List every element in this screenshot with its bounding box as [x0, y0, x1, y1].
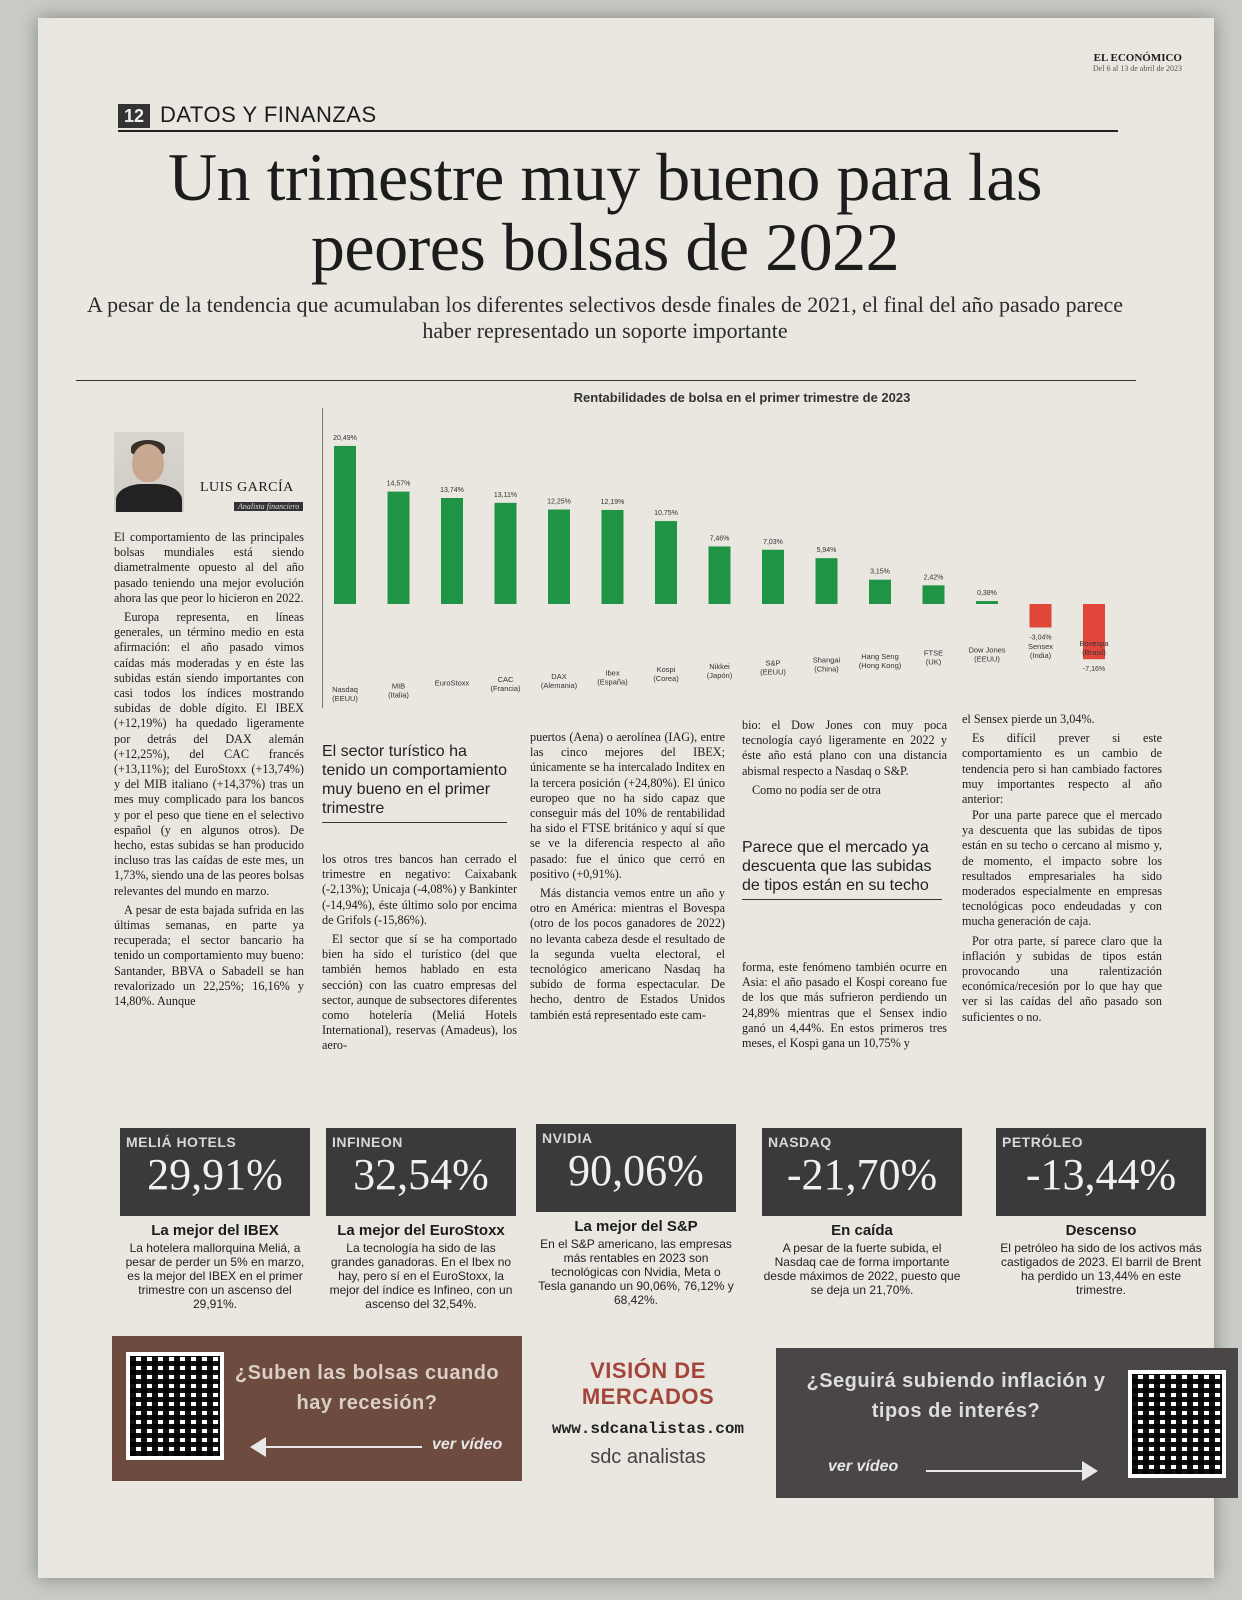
chart-category-label: Nikkei (Japón)	[706, 661, 733, 680]
chart-bar	[709, 546, 731, 604]
article-column-5	[962, 712, 1162, 811]
chart-category-label: EuroStoxx	[434, 678, 470, 688]
pullquote-rates: Parece que el mercado ya descuenta que las subidas de tipos están en su techo	[742, 838, 942, 900]
ad-question: ¿Suben las bolsas cuando hay recesión?	[234, 1362, 500, 1414]
stat-subtitle: La mejor del EuroStoxx	[337, 1222, 505, 1239]
author-photo	[114, 432, 184, 512]
page-number: 12	[118, 104, 150, 128]
chart-category-label: Ibex (España)	[597, 668, 628, 687]
article-paragraph: Como no podía ser de otra	[752, 782, 881, 797]
article-column-3	[530, 730, 725, 1027]
chart-bar	[923, 585, 945, 604]
stat-infineon	[326, 1128, 516, 1311]
article-paragraph: forma, este fenómeno también ocurre en Asia: el año pasado el Kospi coreano fue de los que más sufrieron perdiendo un 24,89% mientras que el Sensex indio ganó un 4,44%. En estos primeros tres meses, el Kospi gana un 10,75% y	[742, 960, 947, 1051]
chart-category-label: Bovespa (Brasil)	[1079, 638, 1109, 657]
article-column-5b	[962, 808, 1162, 1029]
chart-bar	[334, 446, 356, 604]
stat-description: La hotelera mallorquina Meliá, a pesar de perder un 5% en marzo, es la mejor del IBEX en el primer trimestre con un ascenso del 29,91%.	[125, 1241, 305, 1311]
article-column-4	[742, 718, 947, 802]
chart-value-label: 5,94%	[816, 547, 837, 555]
stat-petroleo	[996, 1128, 1206, 1297]
article-paragraph: Es difícil prever si este comportamiento es un cambio de tendencia pero si han cambiado factores muy importantes respecto al año anterior:	[962, 731, 1162, 807]
chart-value-label: 20,49%	[333, 434, 357, 442]
ad-inflation-video[interactable]	[776, 1348, 1238, 1498]
chart-value-label: 7,46%	[709, 535, 730, 543]
article-paragraph: Por otra parte, sí parece claro que la inflación y subidas de tipos están provocando una ralentización económica/recesión por lo que hay que ver si las caídas del año pasado son suficientes o no.	[962, 933, 1162, 1024]
section-name: DATOS Y FINANZAS	[160, 102, 377, 127]
chart-value-label: 13,74%	[440, 487, 464, 495]
qr-code-icon[interactable]	[126, 1352, 224, 1460]
chart-category-label: Sensex (India)	[1027, 642, 1054, 661]
chart-bar	[602, 510, 624, 604]
chart-category-label: DAX (Alemania)	[540, 671, 578, 690]
stat-box	[996, 1128, 1206, 1216]
stat-melia	[120, 1128, 310, 1311]
ad-recession-video[interactable]	[112, 1336, 522, 1481]
stat-box	[536, 1124, 736, 1212]
stat-description: El petróleo ha sido de los activos más castigados de 2023. El barril de Brent ha perdido un 13,44% en este trimestre.	[1000, 1241, 1202, 1297]
chart-bar	[816, 558, 838, 604]
subheadline: A pesar de la tendencia que acumulaban los diferentes selectivos desde finales de 2021, el final del año pasado parece haber representado un soporte importante	[86, 292, 1124, 343]
chart-bar	[1030, 604, 1052, 627]
chart-category-label: Nasdaq (EEUU)	[332, 685, 358, 703]
chart-value-label: 12,19%	[600, 498, 625, 506]
chart-title: Rentabilidades de bolsa en el primer trimestre de 2023	[573, 390, 911, 405]
stat-box	[120, 1128, 310, 1216]
stat-value: -21,70%	[786, 1150, 938, 1199]
watch-video-link[interactable]: ver vídeo	[432, 1436, 503, 1453]
stat-box	[762, 1128, 962, 1216]
stat-description: En el S&P americano, las empresas más rentables en 2023 son tecnológicas con Nvidia, Meta o Tesla ganando un 90,06%, 76,12% y 68,42%.	[538, 1237, 734, 1307]
chart-bar	[976, 601, 998, 604]
issue-date: Del 6 al 13 de abril de 2023	[1092, 64, 1182, 73]
chart-bar	[548, 510, 570, 605]
article-column-2	[322, 852, 517, 1058]
chart-value-label: 2,42%	[923, 574, 944, 582]
stat-nasdaq	[762, 1128, 962, 1297]
stat-subtitle: La mejor del IBEX	[151, 1222, 279, 1239]
chart-category-label: Kospi (Corea)	[653, 665, 679, 684]
stat-label: MELIÁ HOTELS	[126, 1134, 237, 1150]
divider	[76, 380, 1136, 381]
article-paragraph: bio: el Dow Jones con muy poca tecnología cayó ligeramente en 2022 y éste año está plano con una distancia abismal respecto a Nasdaq o S&P.	[742, 718, 947, 778]
article-paragraph: A pesar de esta bajada sufrida en las últimas semanas, en parte ya recuperada; el sector bancario ha tenido un comportamiento muy bueno: Santander, BBVA o Sabadell se han revalorizado un 22,25%; 16,16% y 14,80%. Aunque	[114, 902, 304, 1009]
arrow-left-icon	[252, 1446, 422, 1448]
chart-value-label: 7,03%	[763, 538, 783, 546]
article-column-4b	[742, 960, 947, 1055]
article-paragraph: Por una parte parece que el mercado ya descuenta que las subidas de tipos están en su techo o cercano al mismo y, de momento, el impacto sobre los resultados empresariales ha sido moderados especialmente en empresas tecnológicas poco endeudadas y con mucha generación de caja.	[962, 808, 1162, 929]
author-name: LUIS GARCÍA	[200, 480, 294, 495]
watch-video-link[interactable]: ver vídeo	[828, 1458, 899, 1475]
stat-value: 32,54%	[353, 1150, 489, 1199]
chart-bar	[762, 550, 784, 604]
headline: Un trimestre muy bueno para las peores bolsas de 2022	[168, 139, 1042, 285]
chart-value-label: -7,16%	[1082, 666, 1106, 674]
stat-box	[326, 1128, 516, 1216]
article-paragraph: El sector que sí se ha comportado bien ha sido el turístico (del que también hemos hablado en esta sección) con las cuatro empresas del sector, aunque de subsectores diferentes como hotelería (Meliá Hotels International), reservas (Amadeus), los aero-	[322, 932, 517, 1053]
ad-question: ¿Seguirá subiendo inflación y tipos de interés?	[806, 1370, 1106, 1422]
stat-value: -13,44%	[1025, 1150, 1177, 1199]
arrow-right-icon	[926, 1470, 1096, 1472]
stat-subtitle: Descenso	[1065, 1222, 1137, 1239]
stat-subtitle: La mejor del S&P	[574, 1218, 698, 1235]
chart-value-label: 14,57%	[386, 480, 411, 488]
chart-value-label: 13,11%	[493, 491, 518, 499]
article-paragraph: los otros tres bancos han cerrado el trimestre en negativo: Caixabank (-2,13%); Unicaja (-4,08%) y Bankinter (-14,94%), éste último solo por encima de Grifols (-15,86%).	[322, 852, 517, 927]
stat-value: 90,06%	[568, 1146, 704, 1195]
chart-category-label: S&P (EEUU)	[760, 658, 786, 677]
chart-value-label: 0,38%	[977, 590, 997, 598]
article-paragraph: puertos (Aena) o aerolínea (IAG), entre las cinco mejores del IBEX; únicamente se ha intercalado Inditex en la tercera posición (+24,80%). El único europeo que no ha sido capaz que conseguir más del 10% de rentabilidad ha sido el FTSE británico y aquí sí que se ve la diferencia respecto al año pasado: fue el único que cerró en positivo (+0,91%).	[530, 730, 725, 881]
chart-value-label: -3,04%	[1029, 634, 1052, 642]
chart-bar	[441, 498, 463, 604]
stat-label: NASDAQ	[768, 1134, 832, 1150]
ad-vision-mercados	[528, 1346, 768, 1486]
chart-bar	[655, 521, 677, 604]
stat-nvidia	[536, 1124, 736, 1307]
chart-category-label: MIB (Italia)	[388, 681, 409, 700]
stat-label: INFINEON	[332, 1134, 403, 1150]
returns-chart	[322, 384, 1152, 704]
article-paragraph: Europa representa, en líneas generales, un término medio en esta afirmación: el año pasado vimos caídas más moderadas y en éste las subidas están siendo importantes con casi todos los índices mostrando subidas de doble dígito. El IBEX (+12,19%) ha quedado ligeramente por detrás del DAX alemán (+12,25%), del CAC francés (+13,11%); del EuroStoxx (+13,74%) y del MIB italiano (+14,37%) tras un mes muy complicado para los bancos y por el peso que tiene en el selectivo español (y en algunos otros). De hecho, estas subidas se han producido incluso tras las caídas de este mes, un 1,73%, siendo una de las peores bolsas relevantes del mundo en marzo.	[114, 610, 304, 898]
article-paragraph: El comportamiento de las principales bolsas mundiales está siendo diametralmente opuesto al del año pasado teniendo una mejor evolución ahora las que peor lo hicieron en 2022.	[114, 530, 304, 605]
qr-code-icon[interactable]	[1128, 1370, 1226, 1478]
ad-brand: VISIÓN DE MERCADOS	[581, 1358, 715, 1409]
section-header	[118, 100, 1118, 132]
newspaper-name: EL ECONÓMICO	[1093, 52, 1182, 64]
stat-value: 29,91%	[147, 1150, 283, 1199]
chart-category-label: Dow Jones (EEUU)	[968, 645, 1006, 664]
article-paragraph: Más distancia vemos entre un año y otro en América: mientras el Bovespa (otro de los pocos ganadores de 2022) no levanta cabeza desde el resultado de la segunda vuelta electoral, el tecnológico americano Nasdaq ha subido de forma espectacular. De hecho, dentro de Estados Unidos también está representado este cam-	[530, 886, 725, 1022]
chart-category-label: CAC (Francia)	[490, 675, 521, 694]
author-role: Analista financiero	[234, 502, 303, 511]
chart-bar	[495, 503, 517, 604]
chart-bar	[869, 580, 891, 604]
ad-firm-logo: sdc analistas	[590, 1446, 706, 1468]
stat-description: A pesar de la fuerte subida, el Nasdaq cae de forma importante desde máximos de 2022, puesto que se deja un 21,70%.	[763, 1241, 961, 1297]
chart-category-label: FTSE (UK)	[923, 648, 944, 667]
stat-description: La tecnología ha sido de las grandes ganadoras. En el Ibex no hay, pero sí en el EuroStoxx, la mejor del índice es Infineo, con un ascenso del 32,54%.	[329, 1241, 513, 1311]
chart-value-label: 10,75%	[654, 510, 678, 518]
chart-value-label: 12,25%	[547, 498, 571, 506]
stat-label: PETRÓLEO	[1002, 1134, 1084, 1150]
article-column-1	[114, 530, 304, 1013]
chart-category-label: Hang Seng (Hong Kong)	[858, 652, 902, 670]
pullquote-tourism: El sector turístico ha tenido un comportamiento muy bueno en el primer trimestre	[322, 742, 507, 823]
chart-value-label: 3,15%	[870, 568, 890, 576]
article-paragraph: el Sensex pierde un 3,04%.	[962, 712, 1095, 726]
ad-url-link[interactable]: www.sdcanalistas.com	[551, 1420, 745, 1438]
masthead	[1093, 52, 1182, 73]
chart-bar	[388, 492, 410, 604]
stat-subtitle: En caída	[831, 1222, 893, 1239]
chart-category-label: Shangai (China)	[812, 655, 841, 674]
chart-plot	[322, 384, 1152, 714]
stat-label: NVIDIA	[542, 1130, 593, 1146]
